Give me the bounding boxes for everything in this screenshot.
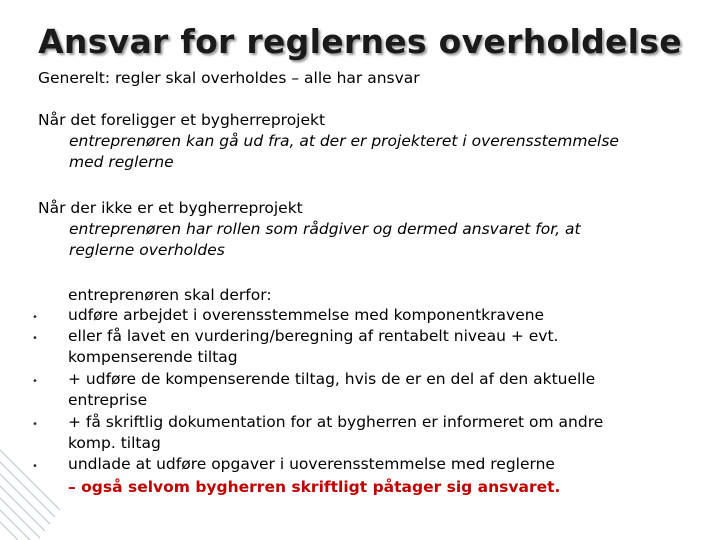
section1-heading: Når det foreligger et bygherreprojekt <box>38 111 326 129</box>
bullet-marker: • <box>32 376 38 387</box>
list-item: + udføre de kompenserende tiltag, hvis de er en del af den aktuelle <box>68 370 596 388</box>
responsibility-warning: – også selvom bygherren skriftligt påtager sig ansvaret. <box>68 478 561 496</box>
list-item-continuation: komp. tiltag <box>68 434 161 452</box>
section2-text-line2: reglerne overholdes <box>69 241 225 259</box>
section2-heading: Når der ikke er et bygherreprojekt <box>38 199 303 217</box>
list-item: undlade at udføre opgaver i uoverensstemmelse med reglerne <box>68 455 555 473</box>
list-item: eller få lavet en vurdering/beregning af rentabelt niveau + evt. <box>68 327 559 345</box>
bullet-marker: • <box>32 312 38 323</box>
bullet-marker: • <box>32 461 38 472</box>
bullet-marker: • <box>32 333 38 344</box>
list-item-continuation: entreprise <box>68 391 148 409</box>
general-statement: Generelt: regler skal overholdes – alle har ansvar <box>38 69 420 87</box>
section1-text-line1: entreprenøren kan gå ud fra, at der er projekteret i overensstemmelse <box>69 132 619 150</box>
corner-decoration <box>0 440 60 540</box>
section2-text-line1: entreprenøren har rollen som rådgiver og dermed ansvaret for, at <box>69 220 581 238</box>
bullet-marker: • <box>32 419 38 430</box>
list-item: udføre arbejdet i overensstemmelse med komponentkravene <box>68 306 545 324</box>
section1-text-line2: med reglerne <box>69 153 174 171</box>
page-title: Ansvar for reglernes overholdelse <box>38 22 682 61</box>
list-item-continuation: kompenserende tiltag <box>68 348 238 366</box>
diagonal-lines-decoration <box>0 450 60 540</box>
list-item: + få skriftlig dokumentation for at bygherren er informeret om andre <box>68 413 604 431</box>
section3-heading: entreprenøren skal derfor: <box>68 286 272 304</box>
